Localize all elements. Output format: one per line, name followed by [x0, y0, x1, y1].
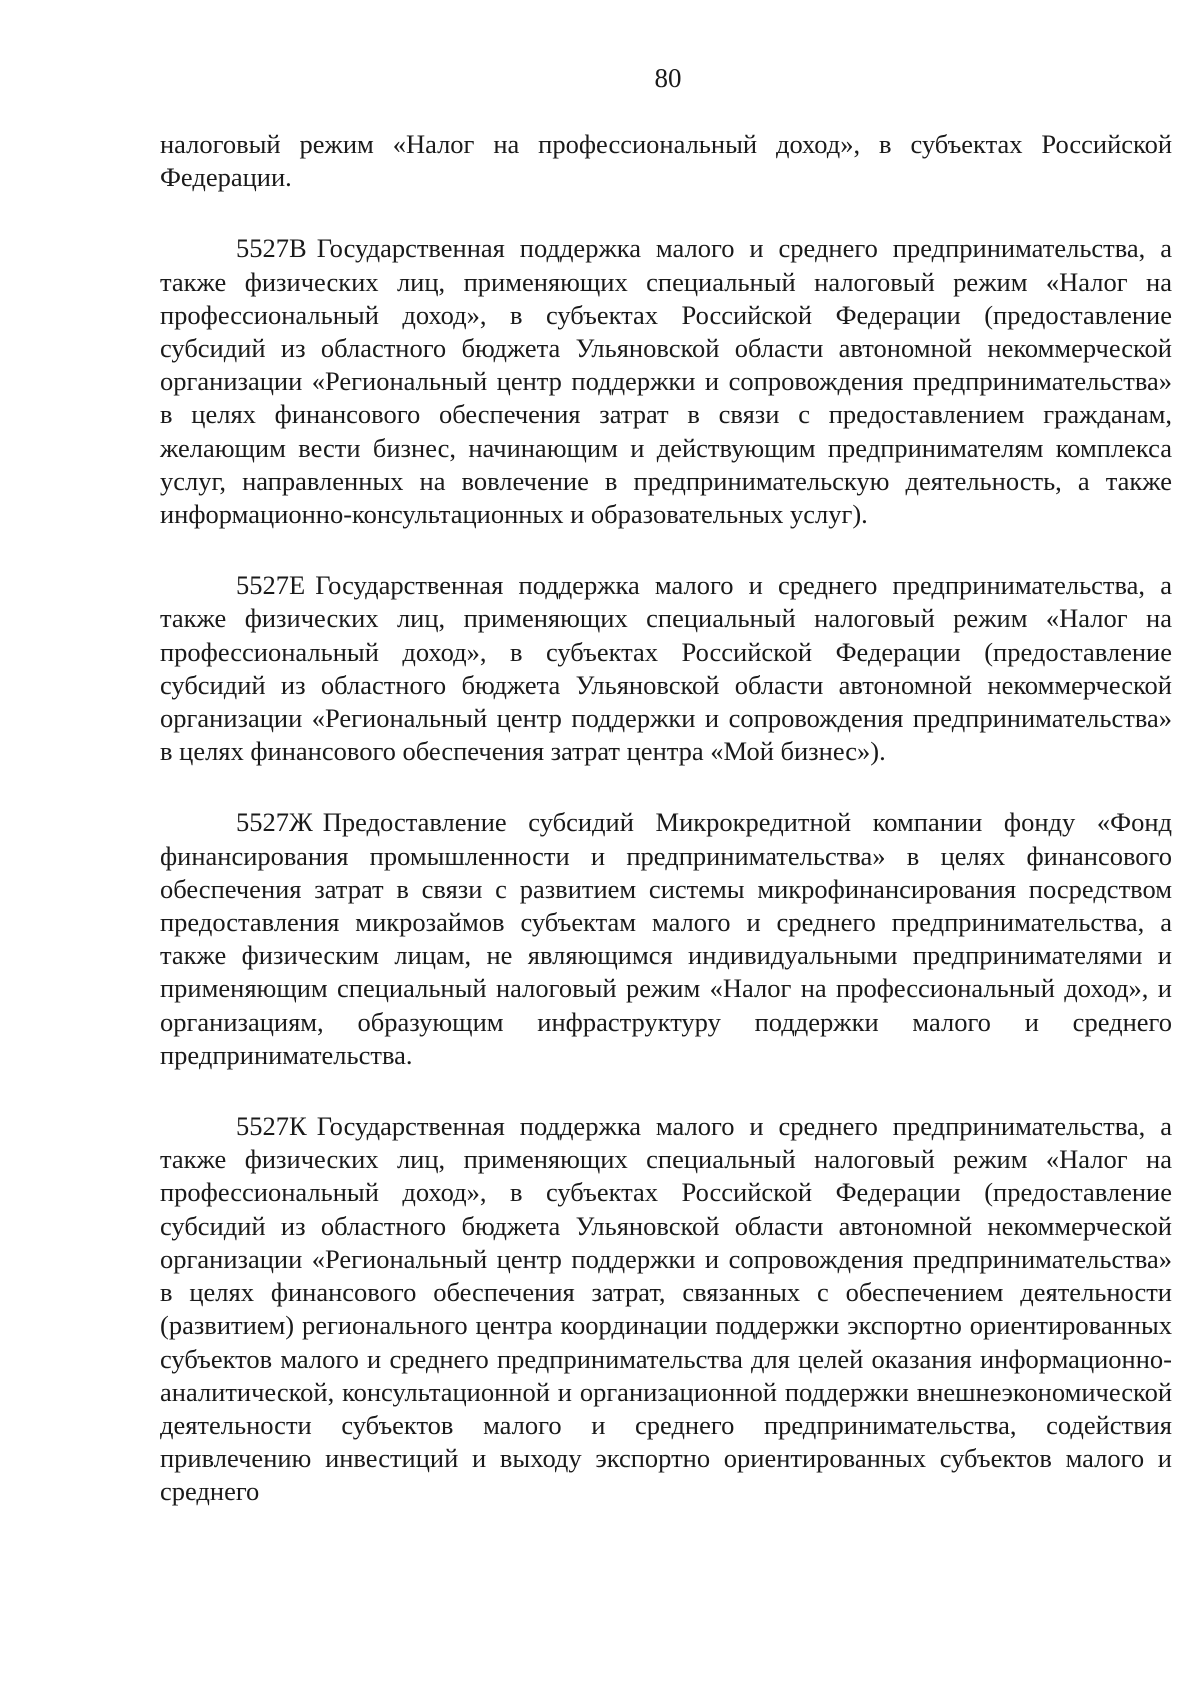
paragraph-5527v: [160, 232, 1172, 531]
budget-code: 5527Ж: [236, 807, 313, 838]
budget-code: 5527К: [236, 1111, 307, 1142]
budget-code: 5527Е: [236, 570, 306, 601]
paragraph-text: Предоставление субсидий Микрокредитной компании фонду «Фонд финансирования промышленности и предпринимательства» в целях финансового обеспечения затрат в связи с развитием системы микрофинансирования посредством предоставления микрозаймов субъектам малого и среднего предпринимательства, а также физическим лицам, не являющимся индивидуальными предпринимателями и применяющим специальный налоговый режим «Налог на профессиональный доход», и организациям, образующим инфраструктуру поддержки малого и среднего предпринимательства.: [160, 807, 1172, 1070]
paragraph-text: налоговый режим «Налог на профессиональный доход», в субъектах Российской Федерации.: [160, 129, 1172, 193]
paragraph-text: Государственная поддержка малого и среднего предпринимательства, а также физических лиц, применяющих специальный налоговый режим «Налог на профессиональный доход», в субъектах Российской Федерации (предоставление субсидий из областного бюджета Ульяновской области автономной некоммерческой организации «Региональный центр поддержки и сопровождения предпринимательства» в целях финансового обеспечения затрат центра «Мой бизнес»).: [160, 570, 1172, 767]
paragraph-5527k: [160, 1110, 1172, 1508]
paragraph-text: Государственная поддержка малого и среднего предпринимательства, а также физических лиц, применяющих специальный налоговый режим «Налог на профессиональный доход», в субъектах Российской Федерации (предоставление субсидий из областного бюджета Ульяновской области автономной некоммерческой организации «Региональный центр поддержки и сопровождения предпринимательства» в целях финансового обеспечения затрат, связанных с обеспечением деятельности (развитием) регионального центра координации поддержки экспортно ориентированных субъектов малого и среднего предпринимательства для целей оказания информационно-аналитической, консультационной и организационной поддержки внешнеэкономической деятельности субъектов малого и среднего предпринимательства, содействия привлечению инвестиций и выходу экспортно ориентированных субъектов малого и среднего: [160, 1111, 1172, 1507]
paragraph-continuation: [160, 128, 1172, 194]
budget-code: 5527В: [236, 233, 307, 264]
paragraph-5527e: [160, 569, 1172, 768]
paragraph-5527zh: [160, 806, 1172, 1072]
paragraph-text: Государственная поддержка малого и среднего предпринимательства, а также физических лиц, применяющих специальный налоговый режим «Налог на профессиональный доход», в субъектах Российской Федерации (предоставление субсидий из областного бюджета Ульяновской области автономной некоммерческой организации «Региональный центр поддержки и сопровождения предпринимательства» в целях финансового обеспечения затрат в связи с предоставлением гражданам, желающим вести бизнес, начинающим и действующим предпринимателям комплекса услуг, направленных на вовлечение в предпринимательскую деятельность, а также информационно-консультационных и образовательных услуг).: [160, 233, 1172, 530]
document-body: [160, 128, 1172, 1547]
page-number: 80: [654, 63, 682, 93]
